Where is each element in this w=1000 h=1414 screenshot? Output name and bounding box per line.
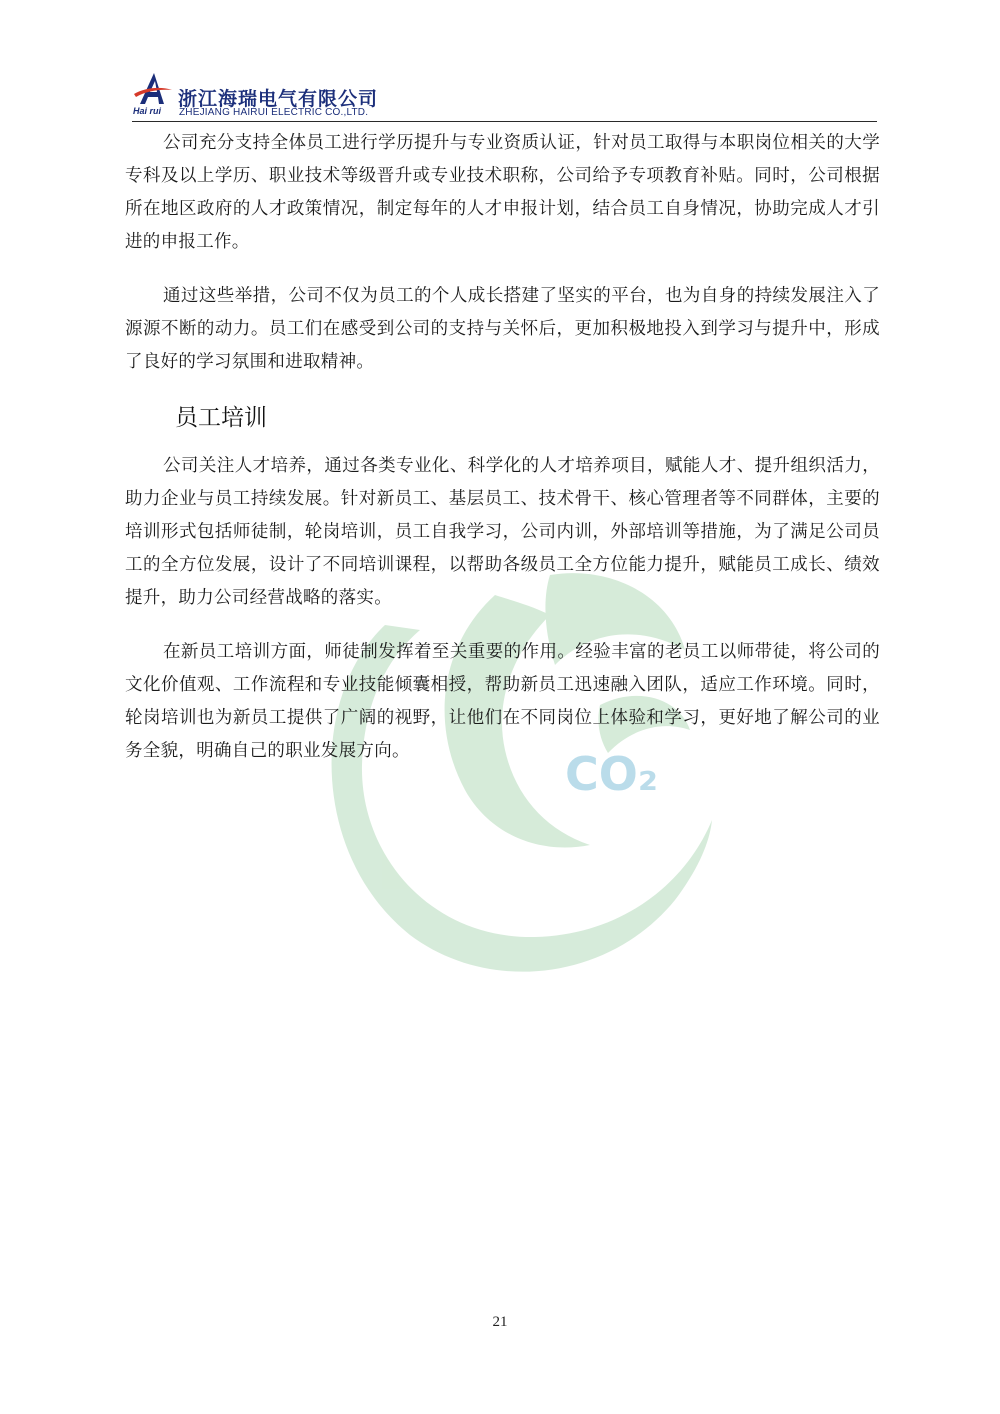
co2-watermark-text: CO₂ [565,747,659,801]
hairui-logo-icon [132,70,174,116]
page-header [132,70,877,124]
paragraph-growth-platform: 通过这些举措，公司不仅为员工的个人成长搭建了坚实的平台，也为自身的持续发展注入了源源不断的动力。员工们在感受到公司的支持与关怀后，更加积极地投入到学习与提升中，形成了良好的学习氛围和进取精神。 [125,286,880,372]
paragraph-education-support: 公司充分支持全体员工进行学历提升与专业资质认证，针对员工取得与本职岗位相关的大学专科及以上学历、职业技术等级晋升或专业技术职称，公司给予专项教育补贴。同时，公司根据所在地区政府的人才政策情况，制定每年的人才申报计划，结合员工自身情况，协助完成人才引进的申报工作。 [125,133,880,252]
page-number: 21 [492,1314,508,1330]
company-name-cn: 浙江海瑞电气有限公司 [178,88,379,110]
logo-text: Hai rui [133,106,162,116]
paragraph-talent-training: 公司关注人才培养，通过各类专业化、科学化的人才培养项目，赋能人才、提升组织活力，助力企业与员工持续发展。针对新员工、基层员工、技术骨干、核心管理者等不同群体，主要的培训形式包括师徒制，轮岗培训，员工自我学习，公司内训，外部培训等措施，为了满足公司员工的全方位发展，设计了不同培训课程，以帮助各级员工全方位能力提升，赋能员工成长、绩效提升，助力公司经营战略的落实。 [125,456,880,608]
company-name-en: ZHEJIANG HAIRUI ELECTRIC CO.,LTD. [179,107,369,118]
paragraph-new-employee-training: 在新员工培训方面，师徒制发挥着至关重要的作用。经验丰富的老员工以师带徒，将公司的文化价值观、工作流程和专业技能倾囊相授，帮助新员工迅速融入团队，适应工作环境。同时，轮岗培训也为新员工提供了广阔的视野，让他们在不同岗位上体验和学习，更好地了解公司的业务全貌，明确自己的职业发展方向。 [125,642,880,761]
section-title-training: 员工培训 [175,405,267,431]
header-divider [132,121,877,122]
document-body [125,127,880,789]
